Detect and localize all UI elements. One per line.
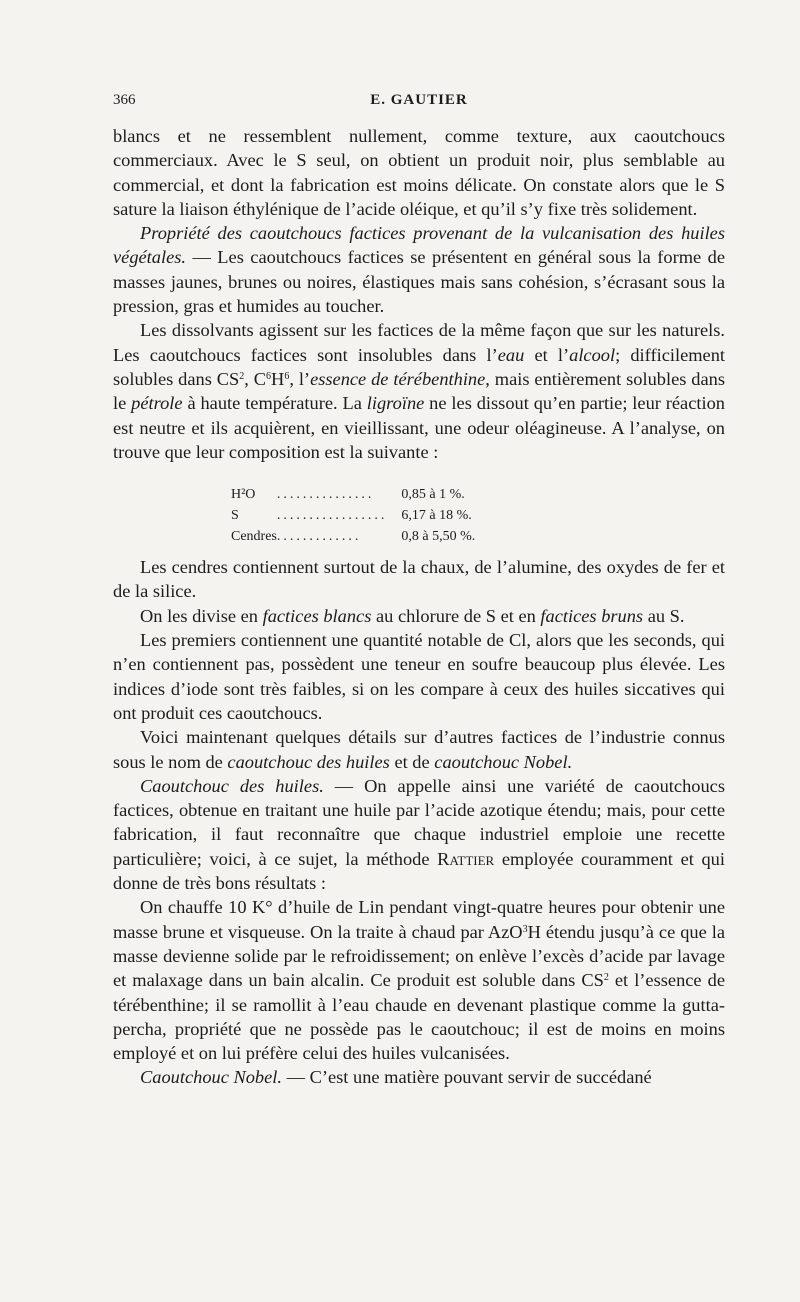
paragraph-text: — Les caoutchoucs factices se présentent en général sous la forme de masses jaunes, brunes ou noires, élastiques mais sans cohésion, s’écrasant sous la pression, gras et humides au toucher. — [113, 247, 725, 317]
text-run: au chlorure de S et en — [371, 605, 541, 626]
text-run: au S. — [643, 605, 685, 626]
composition-row — [231, 526, 475, 547]
text-run: , l’ — [289, 368, 311, 389]
paragraph-continuation: blancs et ne ressemblent nullement, comme texture, aux caoutchoucs commerciaux. Avec le S seul, on obtient un produit noir, plus semblable au commercial, et dont la fabrication est moins délicate. On constate alors que le S sature la liaison éthylénique de l’acide oléique, et qu’il s’y fixe très solidement. — [113, 126, 725, 219]
text-run: ne les dissout qu’en partie; leur réaction est neutre et ils acquièrent, en vieillissant, une odeur oléagineuse. A l’analyse, on trouve que leur composition est la suivante : — [113, 393, 725, 462]
text-run: employée couramment et qui donne de très bons résultats : — [113, 848, 725, 894]
text-run: On les divise en — [140, 605, 263, 626]
text-run: On chauffe 10 K° d’huile de Lin pendant vingt-quatre heures pour obtenir une masse brune et visqueuse. On la traite à chaud par AzO — [113, 897, 725, 942]
paragraph-caoutchouc-huiles — [113, 774, 725, 895]
term-ligroine: ligroïne — [366, 393, 425, 414]
composition-name: Cendres — [231, 529, 277, 545]
paragraph-details — [113, 725, 725, 774]
page-header — [113, 92, 725, 114]
paragraph-properties — [113, 221, 725, 318]
page-body — [113, 124, 725, 1090]
leader-dots: ............... — [276, 487, 375, 503]
superscript: 3 — [522, 923, 528, 935]
composition-table — [231, 484, 475, 547]
text-run: et de — [389, 751, 435, 772]
term-factices-blancs: factices blancs — [262, 605, 372, 626]
section-heading-nobel: Caoutchouc Nobel. — [140, 1067, 282, 1088]
paragraph-premiers: Les premiers contiennent une quantité notable de Cl, alors que les seconds, qui n’en contiennent pas, possèdent une teneur en soufre beaucoup plus élevée. Les indices d’iode sont très faibles, si on les compare à ceux des huiles siccatives qui ont produit ces caoutchoucs. — [113, 630, 725, 723]
text-run: H — [271, 368, 285, 389]
leader-dots: ................. — [276, 508, 388, 524]
section-heading-huiles: Caoutchouc des huiles. — [140, 775, 324, 796]
term-eau: eau — [497, 344, 525, 365]
superscript: 6 — [284, 370, 290, 382]
author-rattier: Rattier — [437, 848, 495, 869]
leader-dots: ............. — [276, 529, 362, 545]
text-run: à haute température. La — [182, 393, 367, 414]
composition-name: S — [231, 508, 239, 524]
superscript: 2 — [239, 370, 245, 382]
paragraph-ashes: Les cendres contiennent surtout de la chaux, de l’alumine, des oxydes de fer et de la silice. — [113, 557, 725, 602]
text-run: , mais entièrement solubles dans le — [113, 368, 725, 414]
composition-value: 0,8 à 5,50 %. — [401, 529, 476, 545]
text-run: Voici maintenant quelques détails sur d’autres factices de l’industrie connus sous le nom de — [113, 727, 725, 772]
paragraph-solvents — [113, 318, 725, 464]
composition-value: 6,17 à 18 %. — [401, 508, 472, 524]
text-run: Les dissolvants agissent sur les factices de la même façon que sur les naturels. Les caoutchoucs factices sont insolubles dans l’ — [113, 320, 725, 365]
paragraph-division — [113, 604, 725, 628]
page-number: 366 — [113, 92, 136, 108]
text-run: H étendu jusqu’à ce que la masse devienne solide par le refroidissement; on enlève l’excès d’acide par lavage et malaxage dans un bain alcalin. Ce produit est soluble dans CS — [113, 921, 725, 991]
composition-name: H²O — [231, 487, 256, 503]
text-run: et l’ — [524, 344, 570, 365]
text-run: , C — [244, 368, 267, 389]
text-run: ; difficilement solubles dans CS — [113, 344, 726, 389]
term-caoutchouc-huiles: caoutchouc des huiles — [227, 751, 390, 772]
text-run: et l’essence de térébenthine; il se ramollit à l’eau chaude en devenant plastique comme la gutta-percha, propriété que ne possède pas le caoutchouc; il est de moins en moins employé et on lui préfère celui des huiles vulcanisées. — [113, 970, 725, 1064]
running-title: E. GAUTIER — [370, 92, 468, 108]
term-factices-bruns: factices bruns — [540, 605, 644, 626]
composition-row — [231, 484, 475, 505]
composition-row — [231, 505, 475, 526]
paragraph-procedure — [113, 895, 725, 1065]
composition-value: 0,85 à 1 %. — [401, 487, 465, 503]
term-alcool: alcool — [569, 344, 616, 365]
term-essence: essence de térébenthine — [310, 368, 486, 389]
text-run: — On appelle ainsi une variété de caoutchoucs factices, obtenue en traitant une huile par l’acide azotique étendu; mais, pour cette fabrication, il faut reconnaître que chaque industriel emploie une recette particulière; voici, à ce sujet, la méthode — [113, 775, 725, 869]
term-caoutchouc-nobel: caoutchouc Nobel. — [434, 751, 573, 772]
section-heading-properties: Propriété des caoutchoucs factices provenant de la vulcanisation des huiles végétales. — [113, 223, 725, 268]
text-run: — C’est une matière pouvant servir de succédané — [282, 1067, 652, 1088]
paragraph-nobel — [113, 1065, 725, 1089]
superscript: 6 — [266, 370, 272, 382]
term-petrole: pétrole — [131, 393, 183, 414]
superscript: 2 — [603, 972, 609, 984]
